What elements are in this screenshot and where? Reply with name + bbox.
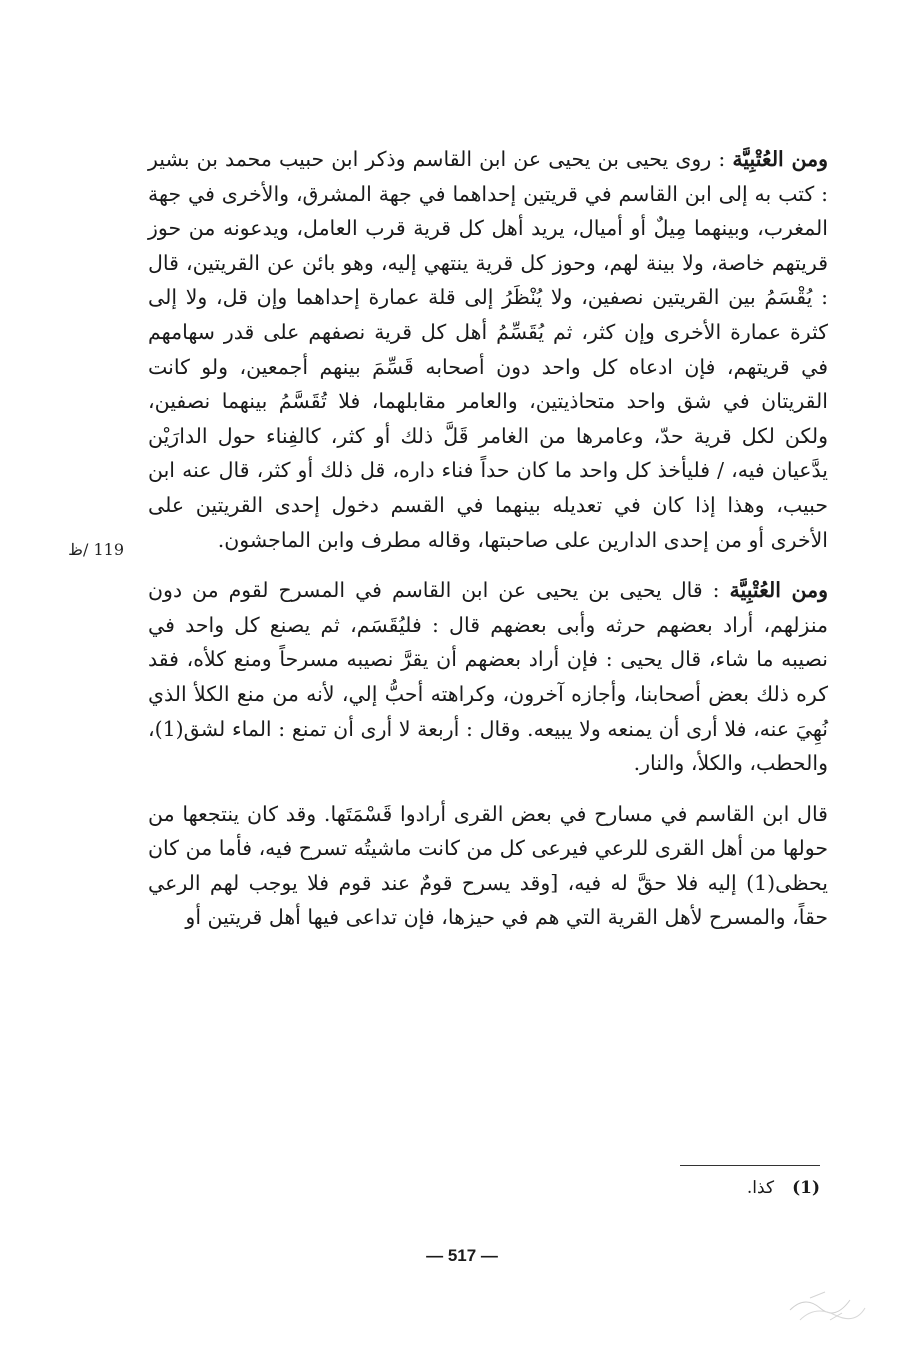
main-text	[148, 142, 828, 935]
scan-smudge-icon	[780, 1280, 870, 1330]
folio-margin-note: 119 /ظ	[68, 540, 124, 559]
paragraph-text: : روى يحيى بن يحيى عن ابن القاسم وذكر ابن حبيب محمد بن بشير : كتب به إلى ابن القاسم في قريتين إحداهما في جهة المشرق، والأخرى في جهة المغرب، وبينهما مِيلٌ أو أميال، يريد أهل كل قرية قرب العامل، ويدعونه من حوز قريتهم خاصة، ولا بينة لهم، وحوز كل قرية ينتهي إليه، وهو بائن عن القريتين، قال : يُقْسَمُ بين القريتين نصفين، ولا يُنْظَرُ إلى قلة عمارة إحداهما وإن قل، ولا إلى كثرة عمارة الأخرى وإن كثر، ثم يُقَسِّمُ أهل كل قرية نصفهم على قدر سهامهم في قريتهم، فإن ادعاه كل واحد دون أصحابه قَسِّمَ بينهم أجمعين، ولو كانت القريتان في شق واحد متحاذيتين، والعامر مقابلهما، فلا تُقَسَّمُ بينهما نصفين، ولكن لكل قرية حدّ، وعامرها من الغامر قَلَّ ذلك أو كثر، كالفِناء حول الدارَيْن يدَّعيان فيه، / فليأخذ كل واحد ما كان حداً فناء داره، قل ذلك أو كثر، قال عنه ابن حبيب، وهذا إذا كان في تعديله بينهما في القسم دخول إحدى القريتين على الأخرى أو من إحدى الدارين على صاحبتها، وقاله مطرف وابن الماجشون.	[148, 147, 828, 552]
paragraph-3	[148, 797, 828, 935]
paragraph-2	[148, 573, 828, 781]
paragraph-lead: ومن العُتْبِيَّة	[729, 578, 828, 603]
footnote-divider	[680, 1165, 820, 1166]
paragraph-1	[148, 142, 828, 557]
footnote-text: كذا.	[746, 1178, 775, 1198]
page-number: — 517 —	[426, 1246, 498, 1265]
paragraph-text: قال ابن القاسم في مسارح في بعض القرى أرادوا قَسْمَتَها. وقد كان ينتجعها من حولها من أهل القرى للرعي فيرعى كل من كانت ماشيتُه تسرح فيه، فأما من كان يحظى(1) إليه فلا حقَّ له فيه، [وقد يسرح قومٌ عند قوم فلا يوجب لهم الرعي حقاً، والمسرح لأهل القرية التي هم في حيزها، فإن تداعى فيها أهل قريتين أو	[148, 801, 828, 930]
paragraph-lead: ومن العُتْبِيَّة	[732, 147, 828, 171]
footnote	[600, 1178, 820, 1198]
footnote-mark: (1)	[792, 1178, 820, 1198]
paragraph-text: : قال يحيى بن يحيى عن ابن القاسم في المسرح لقوم من دون منزلهم، أراد بعضهم حرثه وأبى بعضهم قال : فليُقَسَم، ثم يصنع كل واحد في نصيبه ما شاء، قال يحيى : فإن أراد بعضهم أن يقرَّ نصيبه مسرحاً ومنع كلأه، فقد كره ذلك بعض أصحابنا، وأجازه آخرون، وكراهته أحبُّ إلي، لأنه من منع الكلأ الذي نُهِيَ عنه، فلا أرى أن يمنعه ولا يبيعه. وقال : أربعة لا أرى أن تمنع : الماء لشق(1)، والحطب، والكلأ، والنار.	[148, 578, 828, 776]
